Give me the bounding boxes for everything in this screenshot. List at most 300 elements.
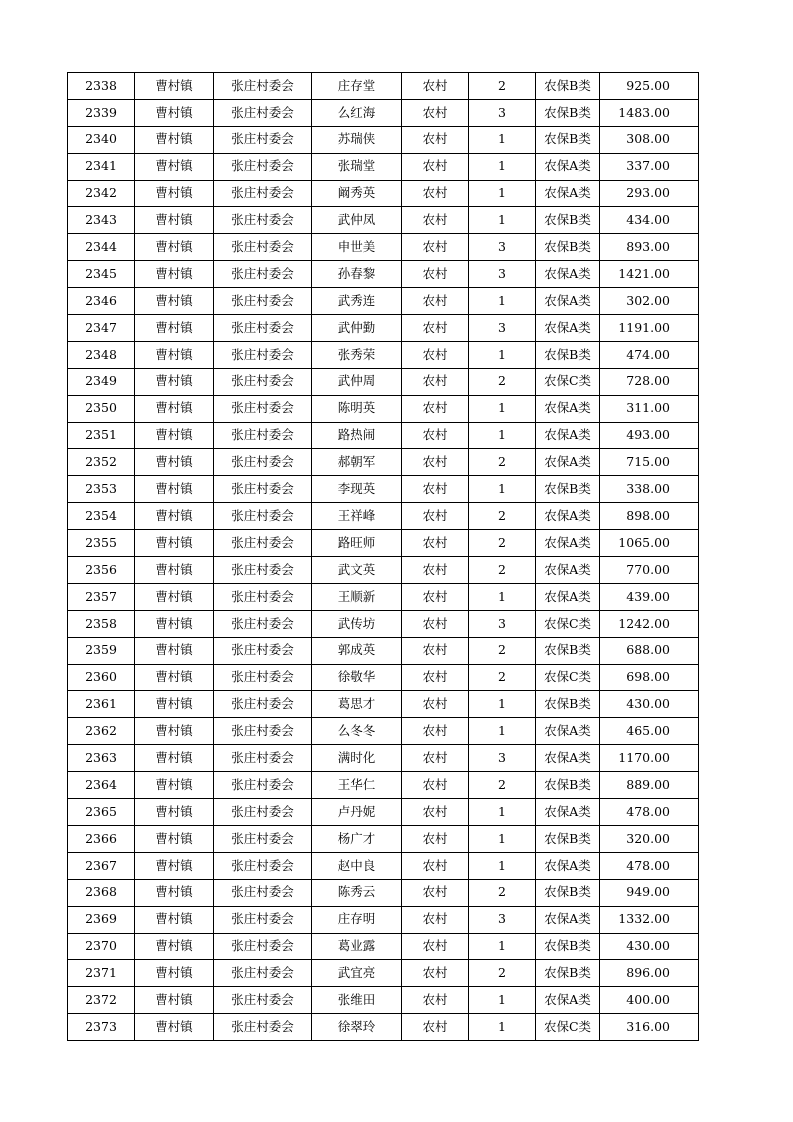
cell-village: 张庄村委会 (214, 745, 312, 772)
cell-area: 农村 (402, 987, 469, 1014)
cell-area: 农村 (402, 530, 469, 557)
cell-area: 农村 (402, 315, 469, 342)
cell-category: 农保A类 (536, 987, 600, 1014)
cell-area: 农村 (402, 637, 469, 664)
cell-category: 农保A类 (536, 315, 600, 342)
cell-category: 农保B类 (536, 933, 600, 960)
cell-name: 么冬冬 (312, 718, 402, 745)
cell-id: 2372 (68, 987, 135, 1014)
table-row (68, 933, 699, 960)
cell-count: 3 (469, 99, 536, 126)
table-row (68, 449, 699, 476)
cell-id: 2362 (68, 718, 135, 745)
table-body (68, 73, 699, 1041)
cell-name: 路旺师 (312, 530, 402, 557)
cell-village: 张庄村委会 (214, 99, 312, 126)
cell-village: 张庄村委会 (214, 153, 312, 180)
cell-area: 农村 (402, 718, 469, 745)
cell-category: 农保C类 (536, 368, 600, 395)
cell-amount: 400.00 (600, 987, 699, 1014)
cell-name: 杨广才 (312, 825, 402, 852)
cell-village: 张庄村委会 (214, 825, 312, 852)
cell-count: 1 (469, 691, 536, 718)
cell-town: 曹村镇 (135, 422, 214, 449)
cell-area: 农村 (402, 126, 469, 153)
cell-town: 曹村镇 (135, 960, 214, 987)
cell-category: 农保B类 (536, 126, 600, 153)
table-row (68, 503, 699, 530)
cell-town: 曹村镇 (135, 691, 214, 718)
cell-amount: 770.00 (600, 557, 699, 584)
cell-area: 农村 (402, 261, 469, 288)
cell-area: 农村 (402, 422, 469, 449)
cell-amount: 338.00 (600, 476, 699, 503)
table-row (68, 664, 699, 691)
table-row (68, 180, 699, 207)
cell-amount: 1332.00 (600, 906, 699, 933)
cell-amount: 478.00 (600, 852, 699, 879)
cell-town: 曹村镇 (135, 395, 214, 422)
cell-count: 1 (469, 1014, 536, 1041)
cell-town: 曹村镇 (135, 799, 214, 826)
cell-area: 农村 (402, 180, 469, 207)
table-row (68, 261, 699, 288)
cell-town: 曹村镇 (135, 906, 214, 933)
cell-count: 1 (469, 933, 536, 960)
cell-count: 1 (469, 288, 536, 315)
cell-count: 2 (469, 368, 536, 395)
cell-name: 阚秀英 (312, 180, 402, 207)
cell-category: 农保C类 (536, 1014, 600, 1041)
cell-name: 陈明英 (312, 395, 402, 422)
cell-count: 1 (469, 422, 536, 449)
cell-town: 曹村镇 (135, 315, 214, 342)
cell-town: 曹村镇 (135, 637, 214, 664)
cell-id: 2358 (68, 610, 135, 637)
cell-town: 曹村镇 (135, 987, 214, 1014)
cell-town: 曹村镇 (135, 879, 214, 906)
table-row (68, 637, 699, 664)
cell-amount: 478.00 (600, 799, 699, 826)
cell-id: 2366 (68, 825, 135, 852)
cell-village: 张庄村委会 (214, 772, 312, 799)
cell-name: 武秀连 (312, 288, 402, 315)
cell-count: 2 (469, 772, 536, 799)
cell-category: 农保B类 (536, 234, 600, 261)
cell-town: 曹村镇 (135, 449, 214, 476)
cell-village: 张庄村委会 (214, 960, 312, 987)
cell-id: 2349 (68, 368, 135, 395)
cell-id: 2354 (68, 503, 135, 530)
cell-name: 徐敬华 (312, 664, 402, 691)
cell-area: 农村 (402, 288, 469, 315)
cell-area: 农村 (402, 207, 469, 234)
cell-town: 曹村镇 (135, 288, 214, 315)
cell-count: 2 (469, 960, 536, 987)
table-row (68, 395, 699, 422)
table-row (68, 368, 699, 395)
cell-village: 张庄村委会 (214, 341, 312, 368)
cell-amount: 715.00 (600, 449, 699, 476)
cell-count: 2 (469, 637, 536, 664)
cell-area: 农村 (402, 691, 469, 718)
cell-count: 1 (469, 987, 536, 1014)
cell-category: 农保A类 (536, 745, 600, 772)
cell-name: 张秀荣 (312, 341, 402, 368)
cell-amount: 1191.00 (600, 315, 699, 342)
cell-town: 曹村镇 (135, 180, 214, 207)
cell-category: 农保A类 (536, 288, 600, 315)
cell-category: 农保A类 (536, 449, 600, 476)
cell-category: 农保A类 (536, 530, 600, 557)
table-row (68, 960, 699, 987)
cell-count: 1 (469, 153, 536, 180)
cell-category: 农保B类 (536, 476, 600, 503)
cell-amount: 949.00 (600, 879, 699, 906)
cell-name: 庄存明 (312, 906, 402, 933)
table-row (68, 1014, 699, 1041)
cell-name: 张维田 (312, 987, 402, 1014)
cell-village: 张庄村委会 (214, 852, 312, 879)
cell-category: 农保B类 (536, 825, 600, 852)
cell-amount: 893.00 (600, 234, 699, 261)
cell-town: 曹村镇 (135, 664, 214, 691)
cell-village: 张庄村委会 (214, 557, 312, 584)
cell-name: 满时化 (312, 745, 402, 772)
table-row (68, 288, 699, 315)
cell-count: 1 (469, 718, 536, 745)
cell-amount: 311.00 (600, 395, 699, 422)
cell-name: 苏瑞侠 (312, 126, 402, 153)
cell-amount: 889.00 (600, 772, 699, 799)
cell-amount: 434.00 (600, 207, 699, 234)
cell-village: 张庄村委会 (214, 933, 312, 960)
cell-category: 农保A类 (536, 395, 600, 422)
cell-category: 农保B类 (536, 99, 600, 126)
cell-id: 2351 (68, 422, 135, 449)
cell-village: 张庄村委会 (214, 530, 312, 557)
cell-village: 张庄村委会 (214, 1014, 312, 1041)
cell-town: 曹村镇 (135, 207, 214, 234)
table-row (68, 207, 699, 234)
table-row (68, 341, 699, 368)
cell-area: 农村 (402, 772, 469, 799)
cell-village: 张庄村委会 (214, 73, 312, 100)
cell-count: 3 (469, 906, 536, 933)
cell-name: 武传坊 (312, 610, 402, 637)
cell-town: 曹村镇 (135, 610, 214, 637)
cell-town: 曹村镇 (135, 341, 214, 368)
cell-name: 陈秀云 (312, 879, 402, 906)
table-row (68, 799, 699, 826)
cell-category: 农保A类 (536, 583, 600, 610)
cell-amount: 474.00 (600, 341, 699, 368)
cell-village: 张庄村委会 (214, 395, 312, 422)
cell-area: 农村 (402, 583, 469, 610)
cell-category: 农保B类 (536, 691, 600, 718)
cell-amount: 1065.00 (600, 530, 699, 557)
cell-area: 农村 (402, 368, 469, 395)
cell-category: 农保B类 (536, 341, 600, 368)
cell-count: 1 (469, 852, 536, 879)
table-row (68, 126, 699, 153)
cell-village: 张庄村委会 (214, 368, 312, 395)
cell-village: 张庄村委会 (214, 288, 312, 315)
cell-category: 农保C类 (536, 664, 600, 691)
cell-category: 农保B类 (536, 73, 600, 100)
cell-town: 曹村镇 (135, 933, 214, 960)
table-row (68, 73, 699, 100)
cell-id: 2352 (68, 449, 135, 476)
cell-amount: 1483.00 (600, 99, 699, 126)
cell-village: 张庄村委会 (214, 879, 312, 906)
cell-id: 2350 (68, 395, 135, 422)
cell-id: 2346 (68, 288, 135, 315)
cell-village: 张庄村委会 (214, 503, 312, 530)
cell-count: 1 (469, 583, 536, 610)
cell-id: 2364 (68, 772, 135, 799)
cell-amount: 430.00 (600, 691, 699, 718)
cell-name: 葛业露 (312, 933, 402, 960)
cell-count: 3 (469, 234, 536, 261)
cell-id: 2360 (68, 664, 135, 691)
cell-amount: 316.00 (600, 1014, 699, 1041)
cell-category: 农保A类 (536, 852, 600, 879)
cell-town: 曹村镇 (135, 583, 214, 610)
cell-amount: 308.00 (600, 126, 699, 153)
cell-town: 曹村镇 (135, 745, 214, 772)
cell-village: 张庄村委会 (214, 261, 312, 288)
cell-village: 张庄村委会 (214, 476, 312, 503)
cell-id: 2359 (68, 637, 135, 664)
cell-area: 农村 (402, 557, 469, 584)
cell-category: 农保A类 (536, 718, 600, 745)
records-table (67, 72, 699, 1041)
cell-category: 农保A类 (536, 153, 600, 180)
cell-area: 农村 (402, 960, 469, 987)
cell-town: 曹村镇 (135, 476, 214, 503)
cell-area: 农村 (402, 1014, 469, 1041)
cell-category: 农保A类 (536, 906, 600, 933)
cell-amount: 1170.00 (600, 745, 699, 772)
cell-name: 赵中良 (312, 852, 402, 879)
cell-town: 曹村镇 (135, 825, 214, 852)
cell-id: 2343 (68, 207, 135, 234)
cell-name: 卢丹妮 (312, 799, 402, 826)
cell-category: 农保B类 (536, 879, 600, 906)
table-row (68, 99, 699, 126)
cell-id: 2339 (68, 99, 135, 126)
cell-area: 农村 (402, 503, 469, 530)
cell-count: 2 (469, 557, 536, 584)
table-row (68, 557, 699, 584)
cell-category: 农保A类 (536, 261, 600, 288)
cell-category: 农保A类 (536, 799, 600, 826)
cell-amount: 1242.00 (600, 610, 699, 637)
cell-count: 2 (469, 530, 536, 557)
cell-area: 农村 (402, 664, 469, 691)
cell-amount: 698.00 (600, 664, 699, 691)
cell-amount: 1421.00 (600, 261, 699, 288)
cell-category: 农保A类 (536, 503, 600, 530)
cell-category: 农保B类 (536, 207, 600, 234)
cell-town: 曹村镇 (135, 503, 214, 530)
table-row (68, 987, 699, 1014)
table-row (68, 691, 699, 718)
cell-name: 路热闹 (312, 422, 402, 449)
cell-name: 王顺新 (312, 583, 402, 610)
cell-id: 2345 (68, 261, 135, 288)
table-row (68, 476, 699, 503)
table-row (68, 583, 699, 610)
table-row (68, 852, 699, 879)
cell-area: 农村 (402, 745, 469, 772)
cell-village: 张庄村委会 (214, 126, 312, 153)
cell-village: 张庄村委会 (214, 718, 312, 745)
cell-town: 曹村镇 (135, 368, 214, 395)
cell-area: 农村 (402, 153, 469, 180)
cell-amount: 337.00 (600, 153, 699, 180)
cell-id: 2361 (68, 691, 135, 718)
cell-amount: 896.00 (600, 960, 699, 987)
cell-name: 武文英 (312, 557, 402, 584)
cell-name: 么红海 (312, 99, 402, 126)
cell-count: 3 (469, 315, 536, 342)
cell-amount: 302.00 (600, 288, 699, 315)
cell-category: 农保A类 (536, 557, 600, 584)
cell-id: 2357 (68, 583, 135, 610)
cell-amount: 439.00 (600, 583, 699, 610)
cell-name: 葛思才 (312, 691, 402, 718)
cell-amount: 493.00 (600, 422, 699, 449)
cell-id: 2342 (68, 180, 135, 207)
cell-name: 孙春黎 (312, 261, 402, 288)
cell-id: 2355 (68, 530, 135, 557)
table-row (68, 530, 699, 557)
cell-name: 徐翠玲 (312, 1014, 402, 1041)
cell-name: 王祥峰 (312, 503, 402, 530)
cell-count: 3 (469, 745, 536, 772)
cell-count: 1 (469, 476, 536, 503)
cell-count: 2 (469, 879, 536, 906)
table-row (68, 718, 699, 745)
cell-town: 曹村镇 (135, 261, 214, 288)
cell-count: 2 (469, 503, 536, 530)
cell-area: 农村 (402, 73, 469, 100)
cell-town: 曹村镇 (135, 99, 214, 126)
cell-village: 张庄村委会 (214, 583, 312, 610)
table-row (68, 422, 699, 449)
cell-area: 农村 (402, 395, 469, 422)
cell-count: 3 (469, 610, 536, 637)
cell-count: 1 (469, 207, 536, 234)
cell-area: 农村 (402, 906, 469, 933)
cell-category: 农保B类 (536, 772, 600, 799)
cell-village: 张庄村委会 (214, 691, 312, 718)
cell-id: 2371 (68, 960, 135, 987)
cell-id: 2341 (68, 153, 135, 180)
cell-name: 武仲凤 (312, 207, 402, 234)
cell-count: 1 (469, 126, 536, 153)
table-row (68, 825, 699, 852)
cell-count: 2 (469, 73, 536, 100)
cell-area: 农村 (402, 610, 469, 637)
cell-category: 农保A类 (536, 180, 600, 207)
table-row (68, 153, 699, 180)
cell-name: 武仲勤 (312, 315, 402, 342)
cell-id: 2363 (68, 745, 135, 772)
cell-town: 曹村镇 (135, 234, 214, 261)
cell-name: 庄存堂 (312, 73, 402, 100)
cell-area: 农村 (402, 99, 469, 126)
cell-id: 2356 (68, 557, 135, 584)
cell-village: 张庄村委会 (214, 799, 312, 826)
cell-village: 张庄村委会 (214, 207, 312, 234)
cell-name: 申世美 (312, 234, 402, 261)
table-row (68, 906, 699, 933)
cell-village: 张庄村委会 (214, 987, 312, 1014)
cell-amount: 465.00 (600, 718, 699, 745)
cell-name: 李现英 (312, 476, 402, 503)
table-row (68, 745, 699, 772)
cell-area: 农村 (402, 852, 469, 879)
cell-amount: 320.00 (600, 825, 699, 852)
cell-name: 郝朝军 (312, 449, 402, 476)
cell-area: 农村 (402, 825, 469, 852)
cell-area: 农村 (402, 933, 469, 960)
cell-id: 2370 (68, 933, 135, 960)
cell-amount: 293.00 (600, 180, 699, 207)
cell-village: 张庄村委会 (214, 610, 312, 637)
table-row (68, 772, 699, 799)
cell-amount: 728.00 (600, 368, 699, 395)
cell-id: 2368 (68, 879, 135, 906)
cell-village: 张庄村委会 (214, 449, 312, 476)
cell-village: 张庄村委会 (214, 180, 312, 207)
cell-category: 农保B类 (536, 637, 600, 664)
cell-village: 张庄村委会 (214, 315, 312, 342)
cell-town: 曹村镇 (135, 1014, 214, 1041)
cell-area: 农村 (402, 449, 469, 476)
cell-category: 农保A类 (536, 422, 600, 449)
cell-name: 王华仁 (312, 772, 402, 799)
cell-count: 1 (469, 395, 536, 422)
cell-category: 农保B类 (536, 960, 600, 987)
cell-village: 张庄村委会 (214, 637, 312, 664)
cell-town: 曹村镇 (135, 772, 214, 799)
cell-count: 2 (469, 664, 536, 691)
cell-area: 农村 (402, 799, 469, 826)
cell-name: 张瑞堂 (312, 153, 402, 180)
cell-id: 2348 (68, 341, 135, 368)
cell-town: 曹村镇 (135, 852, 214, 879)
cell-count: 2 (469, 449, 536, 476)
cell-id: 2367 (68, 852, 135, 879)
cell-amount: 688.00 (600, 637, 699, 664)
cell-area: 农村 (402, 879, 469, 906)
cell-name: 武宜亮 (312, 960, 402, 987)
cell-id: 2373 (68, 1014, 135, 1041)
cell-name: 武仲周 (312, 368, 402, 395)
cell-id: 2347 (68, 315, 135, 342)
table-row (68, 234, 699, 261)
cell-town: 曹村镇 (135, 73, 214, 100)
cell-name: 郭成英 (312, 637, 402, 664)
cell-town: 曹村镇 (135, 530, 214, 557)
cell-category: 农保C类 (536, 610, 600, 637)
cell-count: 1 (469, 180, 536, 207)
cell-id: 2365 (68, 799, 135, 826)
